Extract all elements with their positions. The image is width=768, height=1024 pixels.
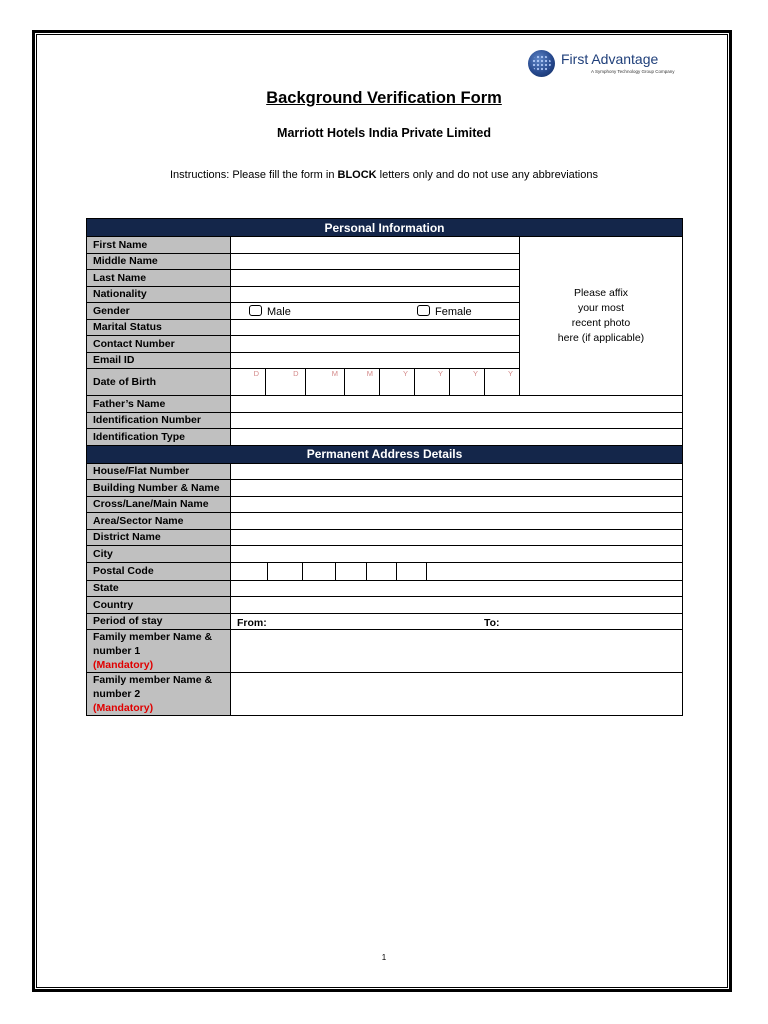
id-type-label: Identification Type [87, 429, 231, 446]
house-field[interactable] [231, 463, 683, 480]
company-name: Marriott Hotels India Private Limited [277, 126, 491, 140]
gender-option-male[interactable]: Male [249, 305, 291, 318]
family-member-2-field[interactable] [231, 673, 683, 716]
page-number: 1 [381, 953, 387, 962]
state-field[interactable] [231, 580, 683, 597]
dob-box-year-3[interactable]: Y [450, 369, 485, 395]
family-member-1-field[interactable] [231, 630, 683, 673]
email-field[interactable] [231, 352, 520, 369]
dob-label: Date of Birth [87, 369, 231, 396]
country-field[interactable] [231, 597, 683, 614]
cross-field[interactable] [231, 496, 683, 513]
postal-box-1[interactable] [231, 563, 268, 580]
dob-box-year-1[interactable]: Y [380, 369, 415, 395]
id-number-field[interactable] [231, 412, 683, 429]
logo-tagline: A Symphony Technology Group Company [591, 69, 675, 74]
marital-status-label: Marital Status [87, 319, 231, 336]
dob-box-month-1[interactable]: M [306, 369, 346, 395]
city-label: City [87, 546, 231, 563]
postal-box-6[interactable] [397, 563, 427, 580]
dob-box-year-4[interactable]: Y [507, 369, 513, 378]
instructions: Instructions: Please fill the form in BLOCK letters only and do not use any abbreviations [170, 169, 598, 181]
first-name-field[interactable] [231, 237, 520, 254]
middle-name-label: Middle Name [87, 253, 231, 270]
family-member-2-label: Family member Name & number 2 (Mandatory) [87, 673, 231, 716]
gender-label: Gender [87, 303, 231, 320]
nationality-field[interactable] [231, 286, 520, 303]
marital-status-field[interactable] [231, 319, 520, 336]
postal-box-5[interactable] [367, 563, 397, 580]
contact-number-field[interactable] [231, 336, 520, 353]
area-field[interactable] [231, 513, 683, 530]
postal-code-field [231, 562, 683, 580]
mandatory-note-1: (Mandatory) [93, 659, 154, 671]
female-checkbox[interactable] [417, 305, 430, 316]
house-label: House/Flat Number [87, 463, 231, 480]
globe-icon [528, 50, 555, 77]
dob-box-year-2[interactable]: Y [415, 369, 450, 395]
postal-code-label: Postal Code [87, 562, 231, 580]
permanent-address-heading: Permanent Address Details [87, 445, 683, 463]
first-name-label: First Name [87, 237, 231, 254]
city-field[interactable] [231, 546, 683, 563]
building-label: Building Number & Name [87, 480, 231, 497]
id-number-label: Identification Number [87, 412, 231, 429]
gender-option-female[interactable]: Female [417, 305, 472, 318]
dob-field [231, 369, 520, 396]
country-label: Country [87, 597, 231, 614]
dob-box-day-2[interactable]: D [266, 369, 306, 395]
cross-label: Cross/Lane/Main Name [87, 496, 231, 513]
postal-box-2[interactable] [268, 563, 303, 580]
father-name-label: Father’s Name [87, 396, 231, 413]
page-title: Background Verification Form [266, 89, 502, 107]
postal-box-4[interactable] [336, 563, 367, 580]
last-name-field[interactable] [231, 270, 520, 287]
last-name-label: Last Name [87, 270, 231, 287]
personal-information-heading: Personal Information [87, 219, 683, 237]
period-of-stay-field[interactable] [231, 613, 683, 630]
family-member-1-label: Family member Name & number 1 (Mandatory) [87, 630, 231, 673]
district-field[interactable] [231, 529, 683, 546]
period-of-stay-label: Period of stay [87, 613, 231, 630]
father-name-field[interactable] [231, 396, 683, 413]
nationality-label: Nationality [87, 286, 231, 303]
first-advantage-logo [528, 50, 675, 80]
building-field[interactable] [231, 480, 683, 497]
id-type-field[interactable] [231, 429, 683, 446]
gender-field [231, 303, 520, 320]
logo-name: First Advantage [561, 51, 659, 67]
area-label: Area/Sector Name [87, 513, 231, 530]
state-label: State [87, 580, 231, 597]
photo-box[interactable]: Please affix your most recent photo here (if applicable) [520, 237, 683, 396]
mandatory-note-2: (Mandatory) [93, 702, 154, 714]
contact-number-label: Contact Number [87, 336, 231, 353]
stay-from-label: From: [237, 616, 267, 629]
verification-form-table [86, 218, 683, 716]
stay-to-label: To: [484, 616, 500, 629]
postal-box-3[interactable] [303, 563, 336, 580]
male-checkbox[interactable] [249, 305, 262, 316]
email-label: Email ID [87, 352, 231, 369]
middle-name-field[interactable] [231, 253, 520, 270]
dob-box-day-1[interactable]: D [231, 369, 266, 395]
dob-box-month-2[interactable]: M [345, 369, 380, 395]
district-label: District Name [87, 529, 231, 546]
